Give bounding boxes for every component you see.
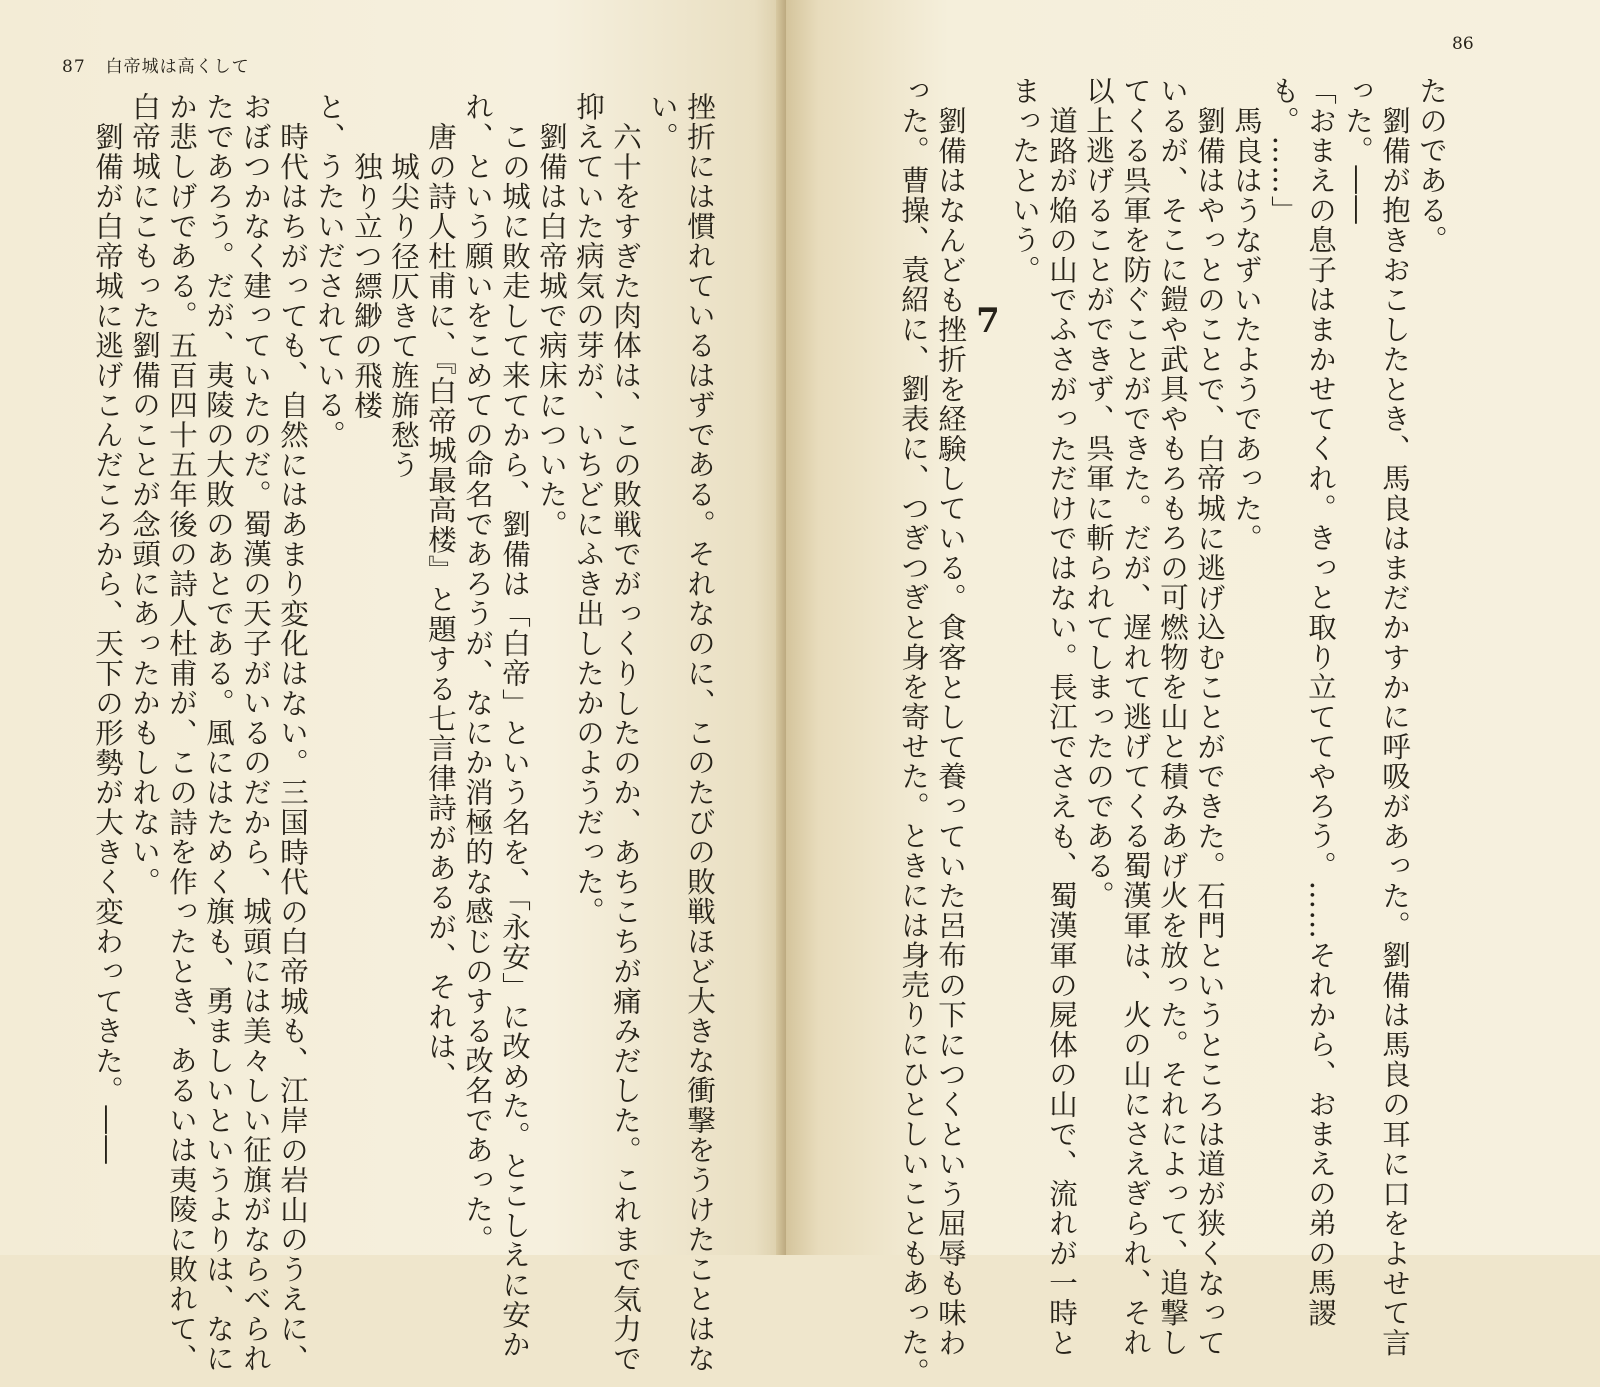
text-line: てくる呉軍を防ぐことができた。だが、遅れて逃げてくる蜀漢軍は、火の山にさえぎられ、それ (1119, 76, 1152, 1358)
text-line: この城に敗走して来てから、劉備は「白帝」という名を、「永安」に改めた。とこしえに安か (498, 122, 531, 1360)
text-line: か悲しげである。五百四十五年後の詩人杜甫が、この詩を作ったとき、あるいは夷陵に敗れて、 (165, 92, 198, 1374)
text-line: 六十をすぎた肉体は、この敗戦でがっくりしたのか、あちこちが痛みだした。これまで気力で (609, 122, 642, 1374)
left-page (0, 0, 786, 1374)
text-line: おぼつかなく建っていたのだ。蜀漢の天子がいるのだから、城頭には美々しい征旗がならべられ (239, 92, 272, 1374)
text-line: 挫折には慣れているはずである。それなのに、このたびの敗戦ほど大きな衝撃をうけたことはな (683, 92, 716, 1374)
text-line: まったという。 (1008, 76, 1041, 285)
running-head: 白帝城は高くして (105, 57, 250, 77)
poem-line: 城尖り径仄きて旌旆愁う (387, 152, 420, 480)
left-page-header (62, 52, 250, 77)
text-line: 白帝城にこもった劉備のことが念頭にあったかもしれない。 (128, 92, 161, 897)
text-line: 劉備が抱きおこしたとき、馬良はまだかすかに呼吸があった。劉備は馬良の耳に口をよせて言 (1378, 106, 1411, 1358)
right-page-number: 86 (1452, 34, 1474, 54)
text-line: と、うたいだされている。 (313, 92, 346, 450)
text-line: れ、という願いをこめての命名であろうが、なにか消極的な感じのする改名であった。 (461, 92, 494, 1255)
left-page-number: 87 (62, 57, 86, 77)
text-line: 唐の詩人杜甫に、『白帝城最高楼』と題する七言律詩があるが、それは、 (424, 122, 457, 1092)
text-line: 馬良はうなずいたようであった。 (1230, 106, 1263, 553)
text-line: 劉備が白帝城に逃げこんだころから、天下の形勢が大きく変わってきた。―― (91, 122, 124, 1165)
text-line: も。……」 (1267, 76, 1300, 225)
text-line: たであろう。だが、夷陵の大敗のあとである。風にはためく旗も、勇ましいというよりは、なに (202, 92, 235, 1374)
text-line: 劉備はなんども挫折を経験している。食客として養っていた呂布の下につくという屈辱も味わ (934, 106, 967, 1358)
text-line: 時代はちがっても、自然にはあまり変化はない。三国時代の白帝城も、江岸の岩山のうえに、 (276, 122, 309, 1374)
text-line: 劉備はやっとのことで、白帝城に逃げ込むことができた。石門というところは道が狭くなって (1193, 106, 1226, 1358)
right-page-text (850, 76, 1450, 1387)
text-line: 劉備は白帝城で病床についた。 (535, 122, 568, 540)
text-line: った。曹操、袁紹に、劉表に、つぎつぎと身を寄せた。ときには身売りにひとしいこともあった。 (897, 76, 930, 1387)
poem-line: 独り立つ縹緲の飛楼 (350, 152, 383, 421)
text-line: った。―― (1341, 76, 1374, 225)
text-line: たのである。 (1415, 76, 1448, 255)
left-page-text (78, 92, 718, 1374)
text-line: 「おまえの息子はまかせてくれ。きっと取り立ててやろう。……それから、おまえの弟の馬謖 (1304, 76, 1337, 1328)
text-line: い。 (646, 92, 679, 152)
chapter-number: 7 (968, 301, 1008, 343)
text-line: 以上逃げることができず、呉軍に斬られてしまったのである。 (1082, 76, 1115, 911)
text-line: いるが、そこに鎧や武具やもろもろの可燃物を山と積みあげ火を放った。それによって、追撃し (1156, 76, 1189, 1358)
text-line: 抑えていた病気の芽が、いちどにふき出したかのようだった。 (572, 92, 605, 927)
text-line: 道路が焔の山でふさがっただけではない。長江でさえも、蜀漢軍の屍体の山で、流れが一時と (1045, 106, 1078, 1358)
